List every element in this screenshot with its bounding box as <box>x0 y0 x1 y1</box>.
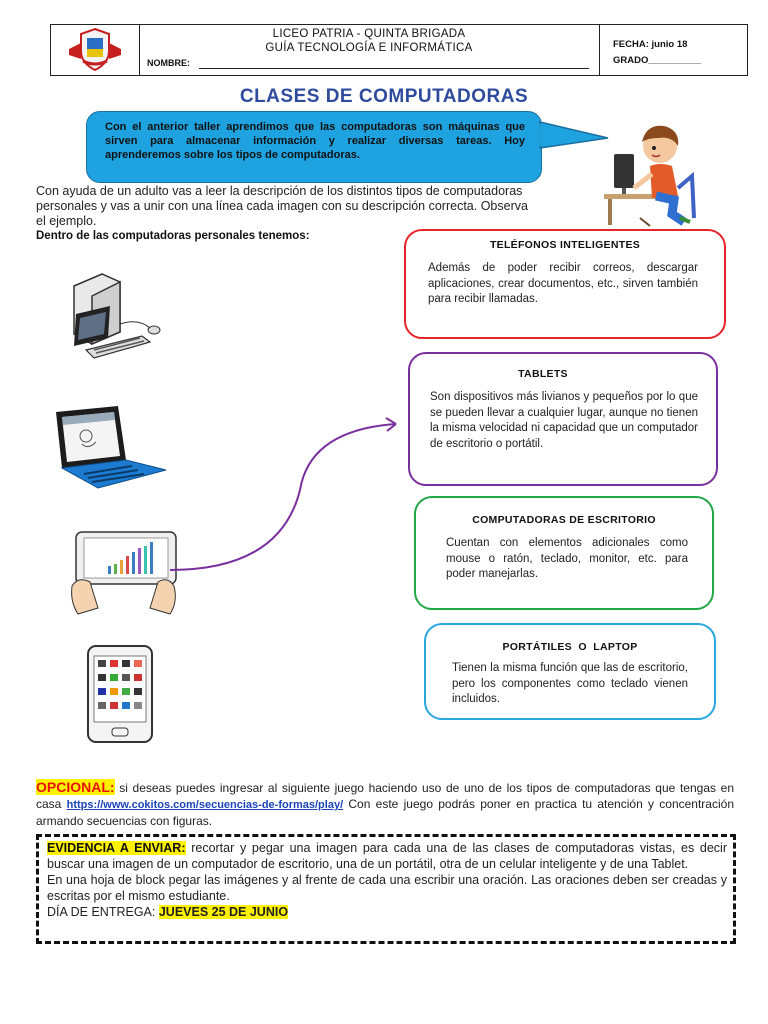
header-right-cell <box>599 25 747 75</box>
deadline-date: JUEVES 25 DE JUNIO <box>158 905 289 919</box>
example-connector-arrow <box>160 410 420 590</box>
name-label: NOMBRE: <box>147 58 190 68</box>
evidence-text-2: En una hoja de block pegar las imágenes y al frente de cada una escribir una oración. Las oraciones deben ser creadas y escritas por el mismo estudiante. <box>47 873 727 903</box>
optional-label: OPCIONAL: <box>36 779 115 795</box>
boy-at-computer-illustration <box>600 118 700 230</box>
card-text: Cuentan con elementos adicionales como mouse o ratón, teclado, monitor, etc. para poder manejarlas. <box>446 537 688 580</box>
card-laptop[interactable] <box>424 623 716 720</box>
card-desktop[interactable] <box>414 496 714 610</box>
speech-bubble <box>86 111 542 183</box>
card-smartphones[interactable] <box>404 229 726 339</box>
school-name: LICEO PATRIA - QUINTA BRIGADA <box>272 28 466 40</box>
school-logo-cell <box>51 25 140 75</box>
card-title: TELÉFONOS INTELIGENTES <box>489 239 641 251</box>
game-link[interactable]: https://www.cokitos.com/secuencias-de-formas/play/ <box>66 799 344 811</box>
optional-text-after: Con este juego podrás poner en practica tu atención y concentración armando secuencias con figuras. <box>36 797 734 828</box>
evidence-text: recortar y pegar una imagen para cada una de las clases de computadoras vistas, es decir buscar una imagen de un computador de escritorio, una de un portátil, otra de un celular inteligente y de una Tablet. <box>47 841 727 871</box>
instructions-text: Con ayuda de un adulto vas a leer la descripción de los distintos tipos de computadoras personales y vas a unir con una línea cada imagen con su descripción correcta. Observa el ejemplo. <box>36 184 528 228</box>
deadline-label: DÍA DE ENTREGA: <box>47 905 159 919</box>
header-table <box>50 24 748 76</box>
card-title: TABLETS <box>518 368 568 380</box>
evidence-paragraph <box>47 840 727 920</box>
card-tablets[interactable] <box>408 352 718 486</box>
smartphone-icon <box>84 644 156 744</box>
grade-label: GRADO__________ <box>613 55 702 66</box>
card-text: Son dispositivos más livianos y pequeños por lo que se pueden llevar a cualquier lugar, aunque no tienen la misma velocidad ni capacidad que un computador de escritorio o portátil. <box>430 391 698 450</box>
guide-title: GUÍA TECNOLOGÍA E INFORMÁTICA <box>265 42 473 54</box>
subheading: Dentro de las computadoras personales tenemos: <box>36 230 310 242</box>
header-middle-cell <box>139 25 600 75</box>
card-text: Tienen la misma función que las de escritorio, pero los componentes como teclado vienen incluidos. <box>452 662 688 705</box>
date-label: FECHA: junio 18 <box>613 39 688 50</box>
optional-paragraph <box>36 779 734 829</box>
card-title: PORTÁTILES O LAPTOP <box>502 641 638 653</box>
optional-text: si deseas puedes ingresar al siguiente juego haciendo uso de uno de los tipos de computadoras que tengas en casa <box>36 781 734 811</box>
page-title: CLASES DE COMPUTADORAS <box>239 86 529 107</box>
desktop-computer-icon <box>58 268 173 368</box>
bubble-text: Con el anterior taller aprendimos que las computadoras son máquinas que sirven para almacenar información y realizar diversas tareas. Hoy aprenderemos sobre los tipos de computadoras. <box>105 121 525 161</box>
school-crest-icon <box>51 25 139 75</box>
name-field-line[interactable] <box>199 68 589 69</box>
card-text: Además de poder recibir correos, descargar aplicaciones, crear documentos, etc., sirven también para recibir llamadas. <box>428 262 698 305</box>
laptop-icon <box>52 404 170 490</box>
evidence-label: EVIDENCIA A ENVIAR: <box>47 841 186 855</box>
evidence-box <box>36 834 736 944</box>
card-title: COMPUTADORAS DE ESCRITORIO <box>472 514 656 526</box>
